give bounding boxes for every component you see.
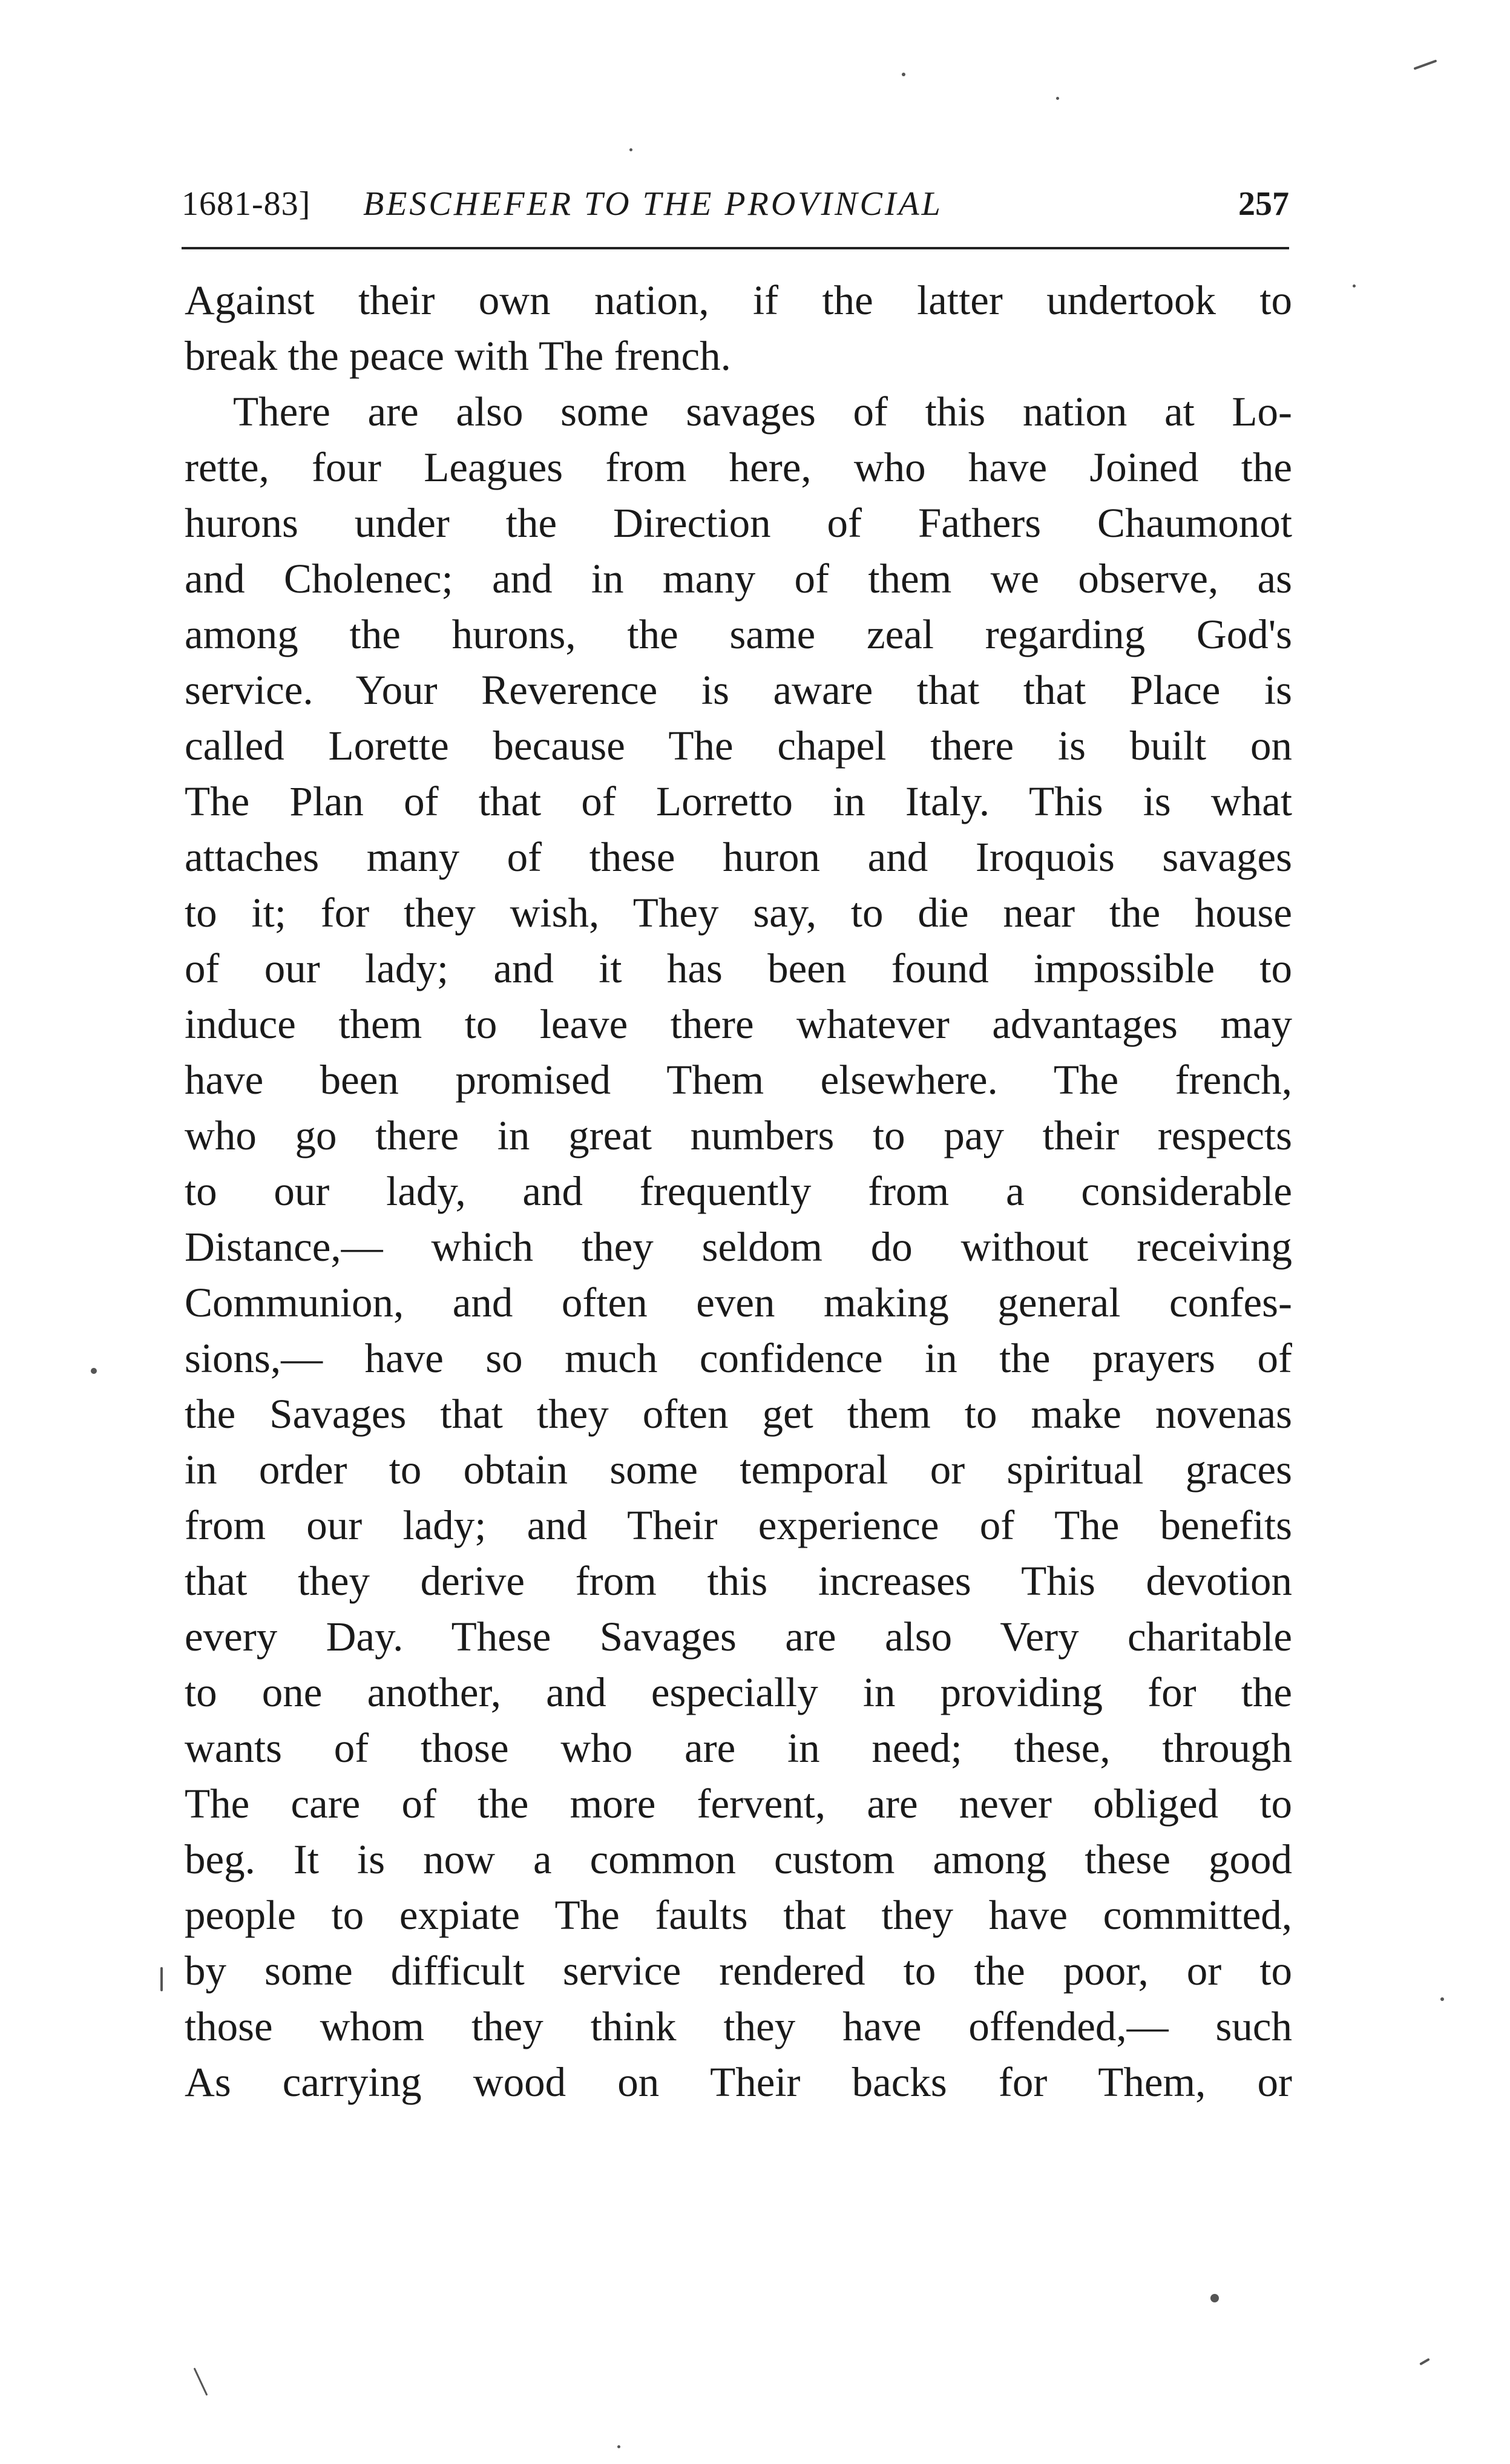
text-line: break the peace with The french.	[185, 333, 731, 379]
text-line: of our lady; and it has been found impossible to	[185, 945, 1292, 991]
text-line: service. Your Reverence is aware that that Place is	[185, 667, 1292, 713]
text-line: induce them to leave there whatever advantages may	[185, 1001, 1292, 1047]
body-text	[185, 272, 1292, 2110]
scan-speck	[160, 1967, 163, 1991]
text-line: and Cholenec; and in many of them we observe, as	[185, 556, 1292, 602]
text-line: have been promised Them elsewhere. The french,	[185, 1057, 1292, 1103]
scan-speck	[1353, 284, 1356, 287]
header-rule	[182, 247, 1289, 249]
header-years: 1681-83]	[182, 185, 311, 223]
text-line: The Plan of that of Lorretto in Italy. This is what	[185, 778, 1292, 824]
text-line: attaches many of these huron and Iroquois savages	[185, 834, 1292, 880]
scan-speck	[194, 2368, 208, 2396]
text-line: every Day. These Savages are also Very charitable	[185, 1614, 1292, 1660]
text-line: called Lorette because The chapel there is built on	[185, 723, 1292, 769]
text-line: among the hurons, the same zeal regarding God's	[185, 611, 1292, 657]
text-line: Distance,— which they seldom do without receiving	[185, 1224, 1292, 1270]
text-line: that they derive from this increases This devotion	[185, 1558, 1292, 1604]
scan-speck	[1419, 2358, 1430, 2365]
text-line: the Savages that they often get them to make novenas	[185, 1391, 1292, 1437]
text-line: Against their own nation, if the latter undertook to	[185, 277, 1292, 323]
text-line: The care of the more fervent, are never obliged to	[185, 1781, 1292, 1827]
scan-speck	[902, 73, 905, 76]
running-head	[182, 185, 1289, 239]
scan-speck	[91, 1368, 97, 1374]
scan-speck	[629, 148, 632, 151]
text-line: by some difficult service rendered to the poor, or to	[185, 1948, 1292, 1994]
text-line: in order to obtain some temporal or spiritual graces	[185, 1447, 1292, 1493]
scan-speck	[617, 2445, 620, 2448]
text-line: There are also some savages of this nation at Lo-	[233, 389, 1292, 435]
text-line: who go there in great numbers to pay their respects	[185, 1112, 1292, 1158]
text-line: to it; for they wish, They say, to die near the house	[185, 890, 1292, 936]
text-line: from our lady; and Their experience of The benefits	[185, 1502, 1292, 1548]
text-line: hurons under the Direction of Fathers Chaumonot	[185, 500, 1292, 546]
scan-speck	[1414, 59, 1437, 70]
text-line: As carrying wood on Their backs for Them, or	[185, 2059, 1292, 2105]
text-line: rette, four Leagues from here, who have Joined the	[185, 444, 1292, 490]
header-title: BESCHEFER TO THE PROVINCIAL	[363, 185, 943, 223]
text-line: sions,— have so much confidence in the prayers of	[185, 1335, 1292, 1381]
scan-speck	[1056, 97, 1059, 100]
text-line: to one another, and especially in providing for the	[185, 1669, 1292, 1715]
page-number: 257	[1238, 185, 1289, 223]
text-line: those whom they think they have offended,— such	[185, 2003, 1292, 2049]
text-line: beg. It is now a common custom among these good	[185, 1836, 1292, 1882]
text-line: Communion, and often even making general confes-	[185, 1280, 1292, 1326]
text-line: wants of those who are in need; these, through	[185, 1725, 1292, 1771]
scan-speck	[1440, 1997, 1444, 2001]
scan-speck	[1210, 2294, 1219, 2302]
text-line: to our lady, and frequently from a considerable	[185, 1168, 1292, 1214]
text-line: people to expiate The faults that they have committed,	[185, 1892, 1292, 1938]
